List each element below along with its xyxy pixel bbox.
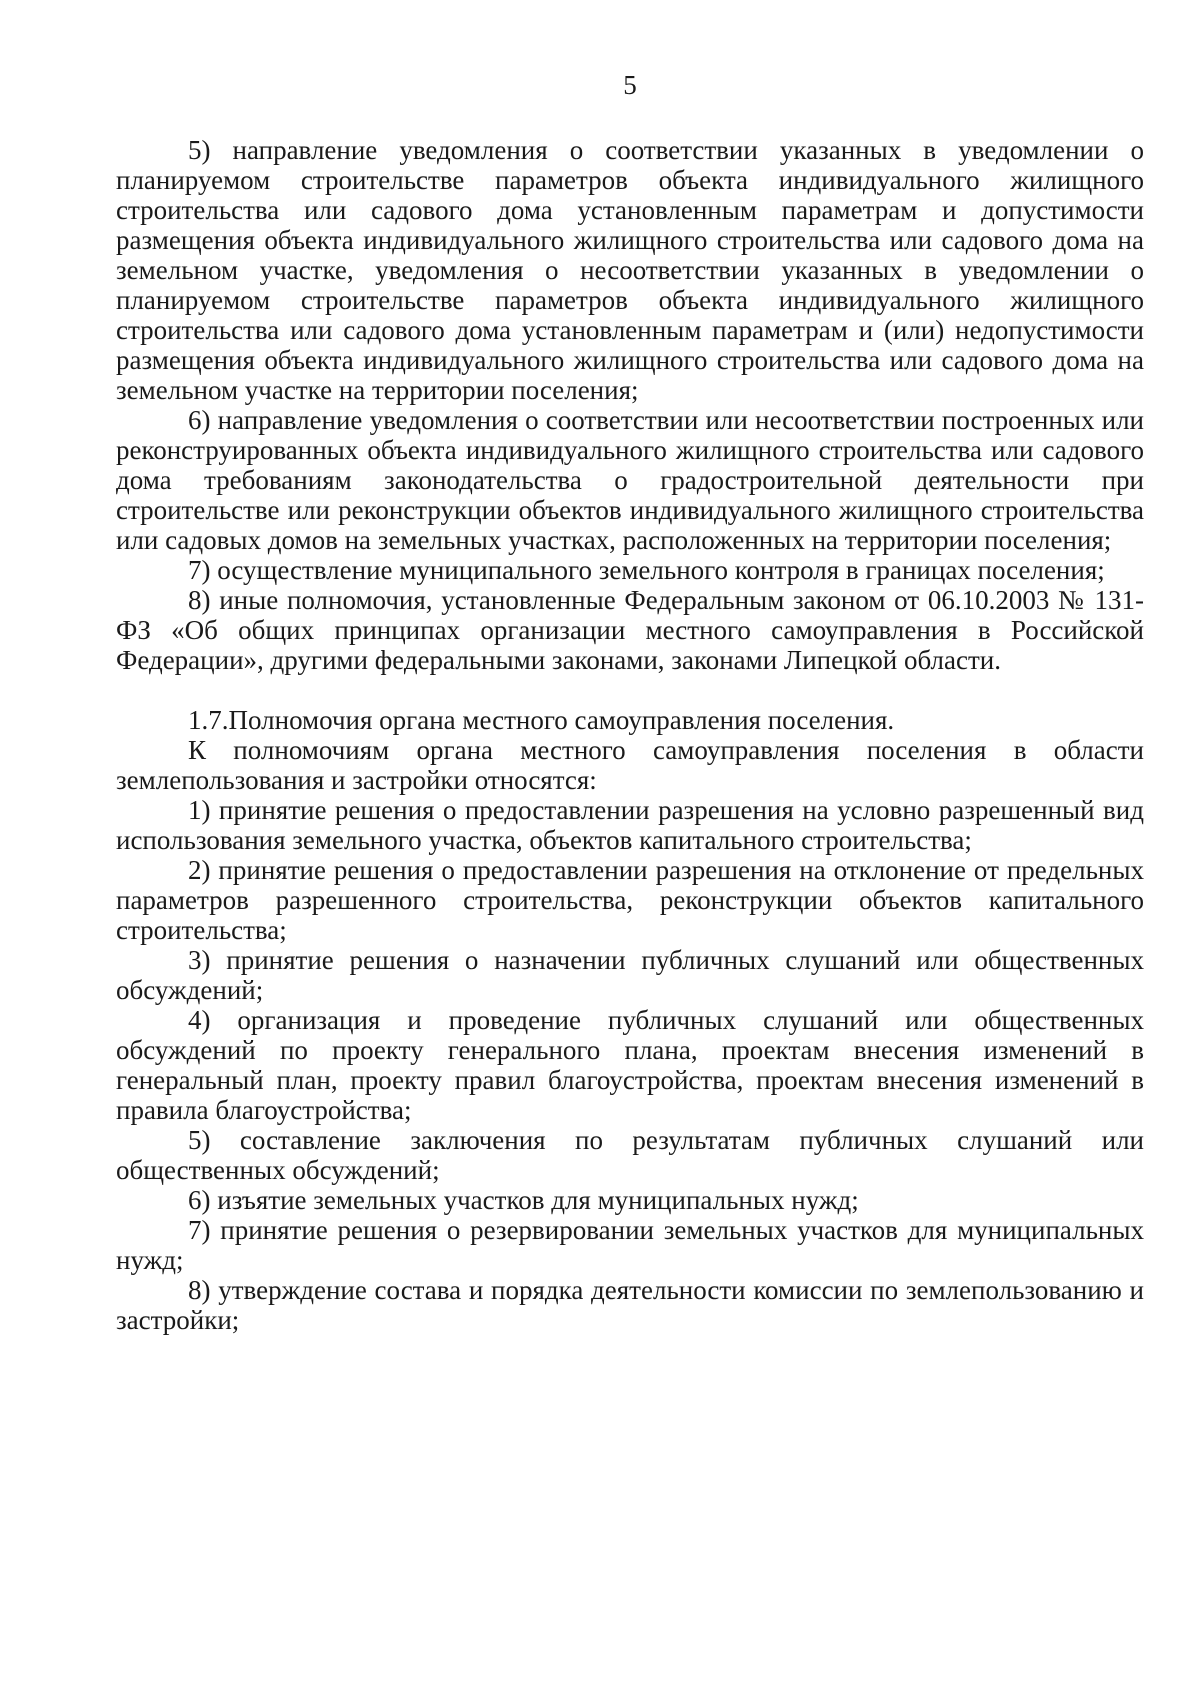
power-item-5: 5) составление заключения по результатам публичных слушаний или общественных обсуждений; [116,1125,1144,1185]
power-item-7: 7) принятие решения о резервировании земельных участков для муниципальных нужд; [116,1215,1144,1275]
list-item-6: 6) направление уведомления о соответствии или несоответствии построенных или реконструированных объекта индивидуального жилищного строительства или садового дома требованиям законодательства о градостроительной деятельности при строительстве или реконструкции объектов индивидуального жилищного строительства или садовых домов на земельных участках, расположенных на территории поселения; [116,405,1144,555]
section-intro: К полномочиям органа местного самоуправления поселения в области землепользования и застройки относятся: [116,735,1144,795]
power-item-6: 6) изъятие земельных участков для муниципальных нужд; [188,1185,859,1215]
section-heading: 1.7.Полномочия органа местного самоуправления поселения. [188,705,895,735]
list-item-5: 5) направление уведомления о соответствии указанных в уведомлении о планируемом строительстве параметров объекта индивидуального жилищного строительства или садового дома установленным параметрам и допустимости размещения объекта индивидуального жилищного строительства или садового дома на земельном участке, уведомления о несоответствии указанных в уведомлении о планируемом строительстве параметров объекта индивидуального жилищного строительства или садового дома установленным параметрам и (или) недопустимости размещения объекта индивидуального жилищного строительства или садового дома на земельном участке на территории поселения; [116,135,1144,405]
power-item-4: 4) организация и проведение публичных слушаний или общественных обсуждений по проекту генерального плана, проектам внесения изменений в генеральный план, проекту правил благоустройства, проектам внесения изменений в правила благоустройства; [116,1005,1144,1125]
document-body [116,135,1144,1335]
power-item-3: 3) принятие решения о назначении публичных слушаний или общественных обсуждений; [116,945,1144,1005]
list-item-7: 7) осуществление муниципального земельного контроля в границах поселения; [188,555,1105,585]
paragraph-gap [116,675,1144,705]
power-item-1: 1) принятие решения о предоставлении разрешения на условно разрешенный вид использования земельного участка, объектов капитального строительства; [116,795,1144,855]
list-item-8: 8) иные полномочия, установленные Федеральным законом от 06.10.2003 № 131-ФЗ «Об общих принципах организации местного самоуправления в Российской Федерации», другими федеральными законами, законами Липецкой области. [116,585,1144,675]
power-item-8: 8) утверждение состава и порядка деятельности комиссии по землепользованию и застройки; [116,1275,1144,1335]
page-number: 5 [623,70,637,100]
power-item-2: 2) принятие решения о предоставлении разрешения на отклонение от предельных параметров разрешенного строительства, реконструкции объектов капитального строительства; [116,855,1144,945]
